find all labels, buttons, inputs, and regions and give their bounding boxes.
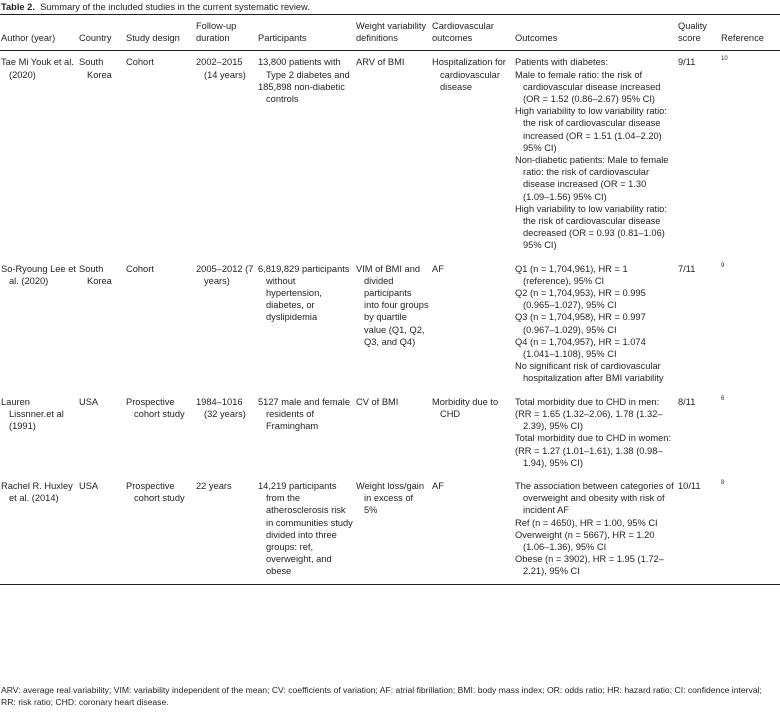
country-text: South Korea <box>79 263 112 286</box>
definition-text: CV of BMI <box>356 396 399 407</box>
cell-design <box>125 258 195 391</box>
participant-item: 6,819,829 participants without hypertension, diabetes, or dyslipidemia <box>258 263 350 323</box>
outcome-item: No significant risk of cardiovascular hospitalization after BMI variability <box>515 361 664 384</box>
country-text: USA <box>79 480 99 491</box>
cell-cv-outcome <box>431 475 514 584</box>
cell-cv-outcome <box>431 391 514 475</box>
cell-participants <box>257 51 355 258</box>
caption-text: Summary of the included studies in the current systematic review. <box>40 2 310 12</box>
table-row <box>0 475 780 584</box>
reference-number: 8 <box>721 479 725 486</box>
quality-text: 9/11 <box>678 57 696 68</box>
cell-author <box>0 258 78 391</box>
table-row <box>0 51 780 258</box>
design-text: Prospective cohort study <box>126 396 185 419</box>
column-header: Participants <box>258 33 307 44</box>
quality-text: 7/11 <box>678 263 696 274</box>
cell-outcomes <box>514 51 677 258</box>
participant-item: 13,800 patients with Type 2 diabetes and <box>258 57 350 80</box>
cell-cv-outcome <box>431 258 514 391</box>
cell-design <box>125 475 195 584</box>
outcome-item: Male to female ratio: the risk of cardiovascular disease increased (OR = 1.52 (0.86–2.67) 95% CI) <box>515 69 661 105</box>
cell-definition <box>355 51 431 258</box>
cell-reference <box>720 475 780 584</box>
table-caption <box>1 1 310 13</box>
column-header: Cardiovascular outcomes <box>432 21 495 44</box>
cv-outcome-text: Hospitalization for cardiovascular disease <box>432 57 506 92</box>
cell-followup <box>195 475 257 584</box>
outcome-item: Q3 (n = 1,704,958), HR = 0.997 (0.967–1.029), 95% CI <box>515 312 646 335</box>
column-header: Follow-up duration <box>196 21 237 44</box>
cell-participants <box>257 258 355 391</box>
country-text: USA <box>79 396 99 407</box>
author-text: Tae Mi Youk et al. (2020) <box>1 57 74 80</box>
column-header: Study design <box>126 33 180 44</box>
cell-author <box>0 475 78 584</box>
followup-text: 1984–1016 (32 years) <box>196 396 246 419</box>
column-header: Country <box>79 33 112 44</box>
participant-item: 14,219 participants from the atherosclerosis risk in communities study divided into three groups: ref, overweight, and obese <box>258 480 353 577</box>
column-header: Quality score <box>678 21 707 44</box>
cell-participants <box>257 475 355 584</box>
table-row <box>0 391 780 475</box>
quality-text: 8/11 <box>678 396 696 407</box>
cell-design <box>125 51 195 258</box>
cell-reference <box>720 391 780 475</box>
followup-text: 2002–2015 (14 years) <box>196 57 246 80</box>
column-header: Reference <box>721 33 764 44</box>
cell-country <box>78 258 125 391</box>
author-text: Lauren Lissnner.et al (1991) <box>1 396 64 432</box>
design-text: Cohort <box>126 57 154 68</box>
column-header: Author (year) <box>1 33 56 44</box>
cell-design <box>125 391 195 475</box>
design-text: Prospective cohort study <box>126 480 185 504</box>
participant-item: 185,898 non-diabetic controls <box>258 81 345 105</box>
cell-followup <box>195 258 257 391</box>
cell-followup <box>195 51 257 258</box>
cell-definition <box>355 475 431 584</box>
reference-number: 10 <box>721 56 728 63</box>
outcome-item: (RR = 1.27 (1.01–1.61), 1.38 (0.98–1.94), 95% CI) <box>515 445 663 468</box>
header-row <box>0 15 780 51</box>
cell-author <box>0 51 78 258</box>
cell-cv-outcome <box>431 51 514 258</box>
reference-number: 9 <box>721 262 725 269</box>
definition-text: ARV of BMI <box>356 57 405 68</box>
outcome-item: Q1 (n = 1,704,961), HR = 1 (reference), 95% CI <box>515 263 628 286</box>
design-text: Cohort <box>126 263 154 274</box>
cell-outcomes <box>514 475 677 584</box>
followup-text: 22 years <box>196 480 232 491</box>
outcome-item: High variability to low variability ratio: the risk of cardiovascular disease increased (OR = 1.51 (1.04–2.20) 95% CI) <box>515 106 667 153</box>
cell-quality <box>677 51 720 258</box>
participant-item: 5127 male and female residents of Framingham <box>258 396 350 432</box>
cell-outcomes <box>514 258 677 391</box>
definition-text: VIM of BMI and divided participants into four groups by quartile value (Q1, Q2, Q3, and Q4) <box>356 263 429 347</box>
definition-text: Weight loss/gain in excess of 5% <box>356 480 425 516</box>
caption-label: Table 2. <box>1 2 35 12</box>
outcome-item: Total morbidity due to CHD in women: <box>515 433 672 444</box>
outcome-item: Ref (n = 4650), HR = 1.00, 95% CI <box>515 517 658 528</box>
outcome-item: Overweight (n = 5667), HR = 1.20 (1.06–1.36), 95% CI <box>515 529 655 552</box>
outcome-item: Obese (n = 3902), HR = 1.95 (1.72–2.21), 95% CI <box>515 554 664 577</box>
cv-outcome-text: AF <box>432 263 444 274</box>
cell-participants <box>257 391 355 475</box>
cell-quality <box>677 391 720 475</box>
cell-country <box>78 51 125 258</box>
outcome-item: Non-diabetic patients: Male to female ratio: the risk of cardiovascular disease increased (OR = 1.30 (1.09–1.56) 95% CI) <box>515 155 669 202</box>
outcome-item: The association between categories of overweight and obesity with risk of incident AF <box>515 480 674 516</box>
quality-text: 10/11 <box>678 480 701 491</box>
outcome-item: Patients with diabetes: <box>515 57 609 68</box>
column-header: Weight variability definitions <box>356 21 427 44</box>
outcome-item: Q4 (n = 1,704,957), HR = 1.074 (1.041–1.108), 95% CI <box>515 336 646 360</box>
cell-reference <box>720 51 780 258</box>
country-text: South Korea <box>79 57 112 80</box>
cv-outcome-text: AF <box>432 480 444 491</box>
cv-outcome-text: Morbidity due to CHD <box>432 396 499 419</box>
author-text: Rachel R. Huxley et al. (2014) <box>1 480 73 504</box>
studies-table <box>0 14 780 585</box>
cell-definition <box>355 391 431 475</box>
column-header: Outcomes <box>515 33 558 44</box>
followup-text: 2005–2012 (7 years) <box>196 263 254 286</box>
cell-country <box>78 391 125 475</box>
table-row <box>0 258 780 391</box>
outcome-item: Total morbidity due to CHD in men: <box>515 396 660 407</box>
reference-number: 6 <box>721 395 725 402</box>
outcome-item: High variability to low variability ratio: the risk of cardiovascular disease decreased (OR = 0.93 (0.81–1.06) 95% CI) <box>515 203 667 251</box>
table-footnote: ARV: average real variability; VIM: variability independent of the mean; CV: coefficients of variation; AF: atrial fibrillation; BMI: body mass index; OR: odds ratio; HR: hazard ratio; CI: confidence interval; RR: risk ratio; CHD: coronary heart disease. <box>1 685 762 707</box>
cell-quality <box>677 475 720 584</box>
outcome-item: Q2 (n = 1,704,953), HR = 0.995 (0.965–1.027), 95% CI <box>515 288 646 311</box>
cell-quality <box>677 258 720 391</box>
outcome-item: (RR = 1.65 (1.32–2.06), 1.78 (1.32–2.39), 95% CI) <box>515 408 663 432</box>
cell-author <box>0 391 78 475</box>
cell-followup <box>195 391 257 475</box>
cell-reference <box>720 258 780 391</box>
author-text: So-Ryoung Lee et al. (2020) <box>1 263 76 286</box>
cell-outcomes <box>514 391 677 475</box>
cell-definition <box>355 258 431 391</box>
cell-country <box>78 475 125 584</box>
